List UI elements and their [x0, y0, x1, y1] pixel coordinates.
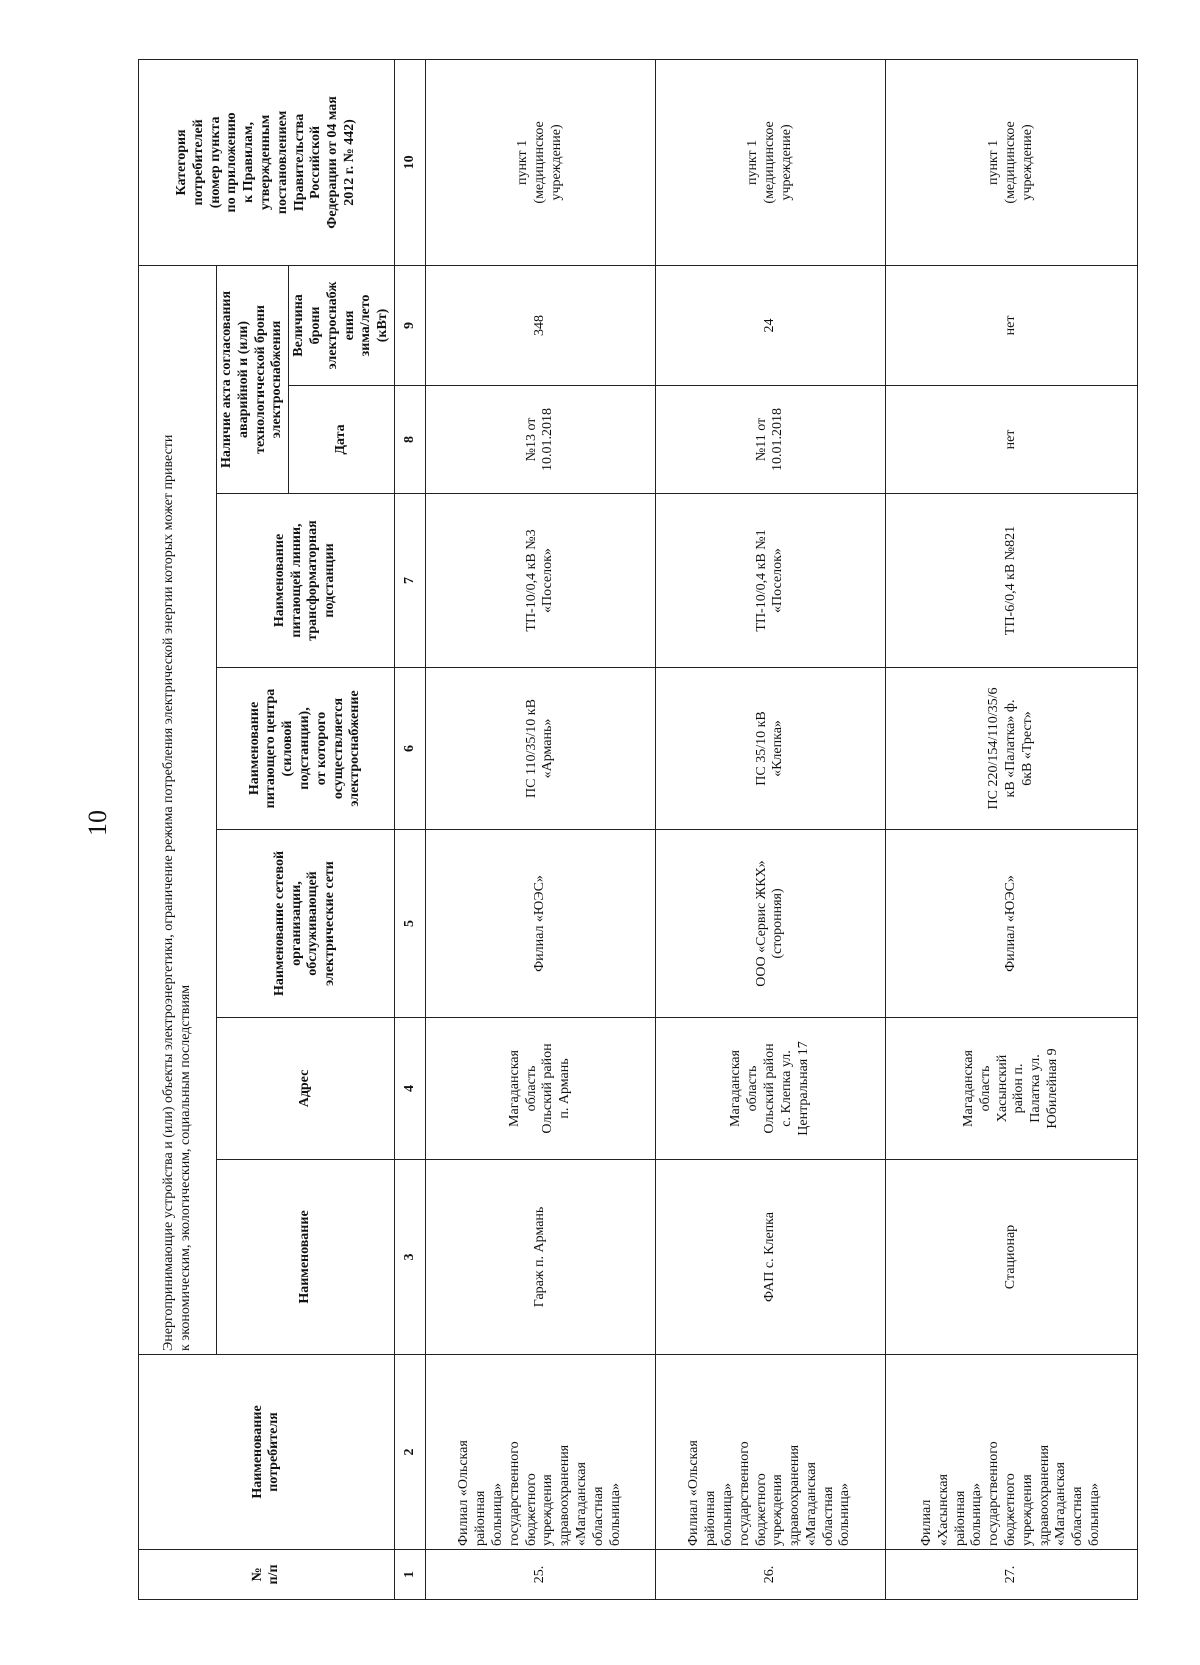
- row-network-org: ООО «Сервис ЖКХ» (сторонняя): [655, 830, 885, 1018]
- row-network-org: Филиал «ЮЭС»: [885, 830, 1137, 1018]
- table-row: [885, 59, 1137, 1599]
- header-feed-center: Наименование питающего центра (силовой подстанции), от которого осуществляется электроснабжение: [217, 668, 395, 830]
- column-number: 3: [394, 1160, 425, 1355]
- row-num: 25.: [425, 1550, 655, 1600]
- column-number: 4: [394, 1018, 425, 1160]
- row-address: Магаданская область Ольский район п. Армань: [425, 1018, 655, 1160]
- row-num: 27.: [885, 1550, 1137, 1600]
- header-reserve: Величина брони электроснабж ения зима/лето (кВт): [289, 265, 395, 385]
- header-row-1: [139, 59, 217, 1599]
- row-name: Гараж п. Армань: [425, 1160, 655, 1355]
- header-category: Категория потребителей (номер пункта по приложению к Правилам, утвержденным постановлением Правительства Российской Федерации от 04 мая 2012 г. № 442): [139, 59, 395, 265]
- header-group-main: Энергопринимающие устройства и (или) объекты электроэнергетики, ограничение режима потребления электрической энергии которых может привести к экономическим, экологическим, социальным последствиям: [139, 265, 217, 1354]
- row-reserve: 24: [655, 265, 885, 385]
- row-feed-line: ТП-10/0,4 кВ №1 «Поселок»: [655, 494, 885, 668]
- column-number-row: [394, 59, 425, 1599]
- row-feed-line: ТП-6/0,4 кВ №821: [885, 494, 1137, 668]
- row-act-date: №13 от 10.01.2018: [425, 386, 655, 494]
- header-num: № п/п: [139, 1550, 395, 1600]
- table-row: [655, 59, 885, 1599]
- row-category: пункт 1 (медицинское учреждение): [655, 59, 885, 265]
- column-number: 2: [394, 1355, 425, 1550]
- row-category: пункт 1 (медицинское учреждение): [425, 59, 655, 265]
- consumers-table: [138, 59, 1138, 1600]
- row-feed-center: ПС 110/35/10 кВ «Армань»: [425, 668, 655, 830]
- row-reserve: 348: [425, 265, 655, 385]
- column-number: 5: [394, 830, 425, 1018]
- header-feed-line: Наименование питающей линии, трансформаторная подстанции: [217, 494, 395, 668]
- row-address: Магаданская область Хасынский район п. Палатка ул. Юбилейная 9: [885, 1018, 1137, 1160]
- row-consumer: Филиал «Ольская районная больница» государственного бюджетного учреждения здравоохранения «Магаданская областная больница»: [655, 1355, 885, 1550]
- column-number: 10: [394, 59, 425, 265]
- row-num: 26.: [655, 1550, 885, 1600]
- header-address: Адрес: [217, 1018, 395, 1160]
- row-name: ФАП с. Клепка: [655, 1160, 885, 1355]
- column-number: 1: [394, 1550, 425, 1600]
- row-act-date: нет: [885, 386, 1137, 494]
- column-number: 7: [394, 494, 425, 668]
- row-act-date: №11 от 10.01.2018: [655, 386, 885, 494]
- row-name: Стационар: [885, 1160, 1137, 1355]
- column-number: 6: [394, 668, 425, 830]
- row-consumer: Филиал «Хасынская районная больница» государственного бюджетного учреждения здравоохранения «Магаданская областная больница»: [885, 1355, 1137, 1550]
- row-network-org: Филиал «ЮЭС»: [425, 830, 655, 1018]
- header-date: Дата: [289, 386, 395, 494]
- header-name: Наименование: [217, 1160, 395, 1355]
- row-consumer: Филиал «Ольская районная больница» государственного бюджетного учреждения здравоохранения «Магаданская областная больница»: [425, 1355, 655, 1550]
- column-number: 8: [394, 386, 425, 494]
- rotated-table-container: [138, 60, 1138, 1600]
- row-feed-center: ПС 220/154/110/35/6 кВ «Палатка» ф. 6кВ «Трест»: [885, 668, 1137, 830]
- row-category: пункт 1 (медицинское учреждение): [885, 59, 1137, 265]
- header-network-org: Наименование сетевой организации, обслуживающей электрические сети: [217, 830, 395, 1018]
- row-feed-line: ТП-10/0,4 кВ №3 «Поселок»: [425, 494, 655, 668]
- table-row: [425, 59, 655, 1599]
- page-number: 10: [83, 810, 112, 836]
- row-reserve: нет: [885, 265, 1137, 385]
- row-address: Магаданская область Ольский район с. Клепка ул. Центральная 17: [655, 1018, 885, 1160]
- header-consumer: Наименование потребителя: [139, 1355, 395, 1550]
- header-group-act: Наличие акта согласования аварийной и (или) технологической брони электроснабжения: [217, 265, 289, 493]
- row-feed-center: ПС 35/10 кВ «Клепка»: [655, 668, 885, 830]
- column-number: 9: [394, 265, 425, 385]
